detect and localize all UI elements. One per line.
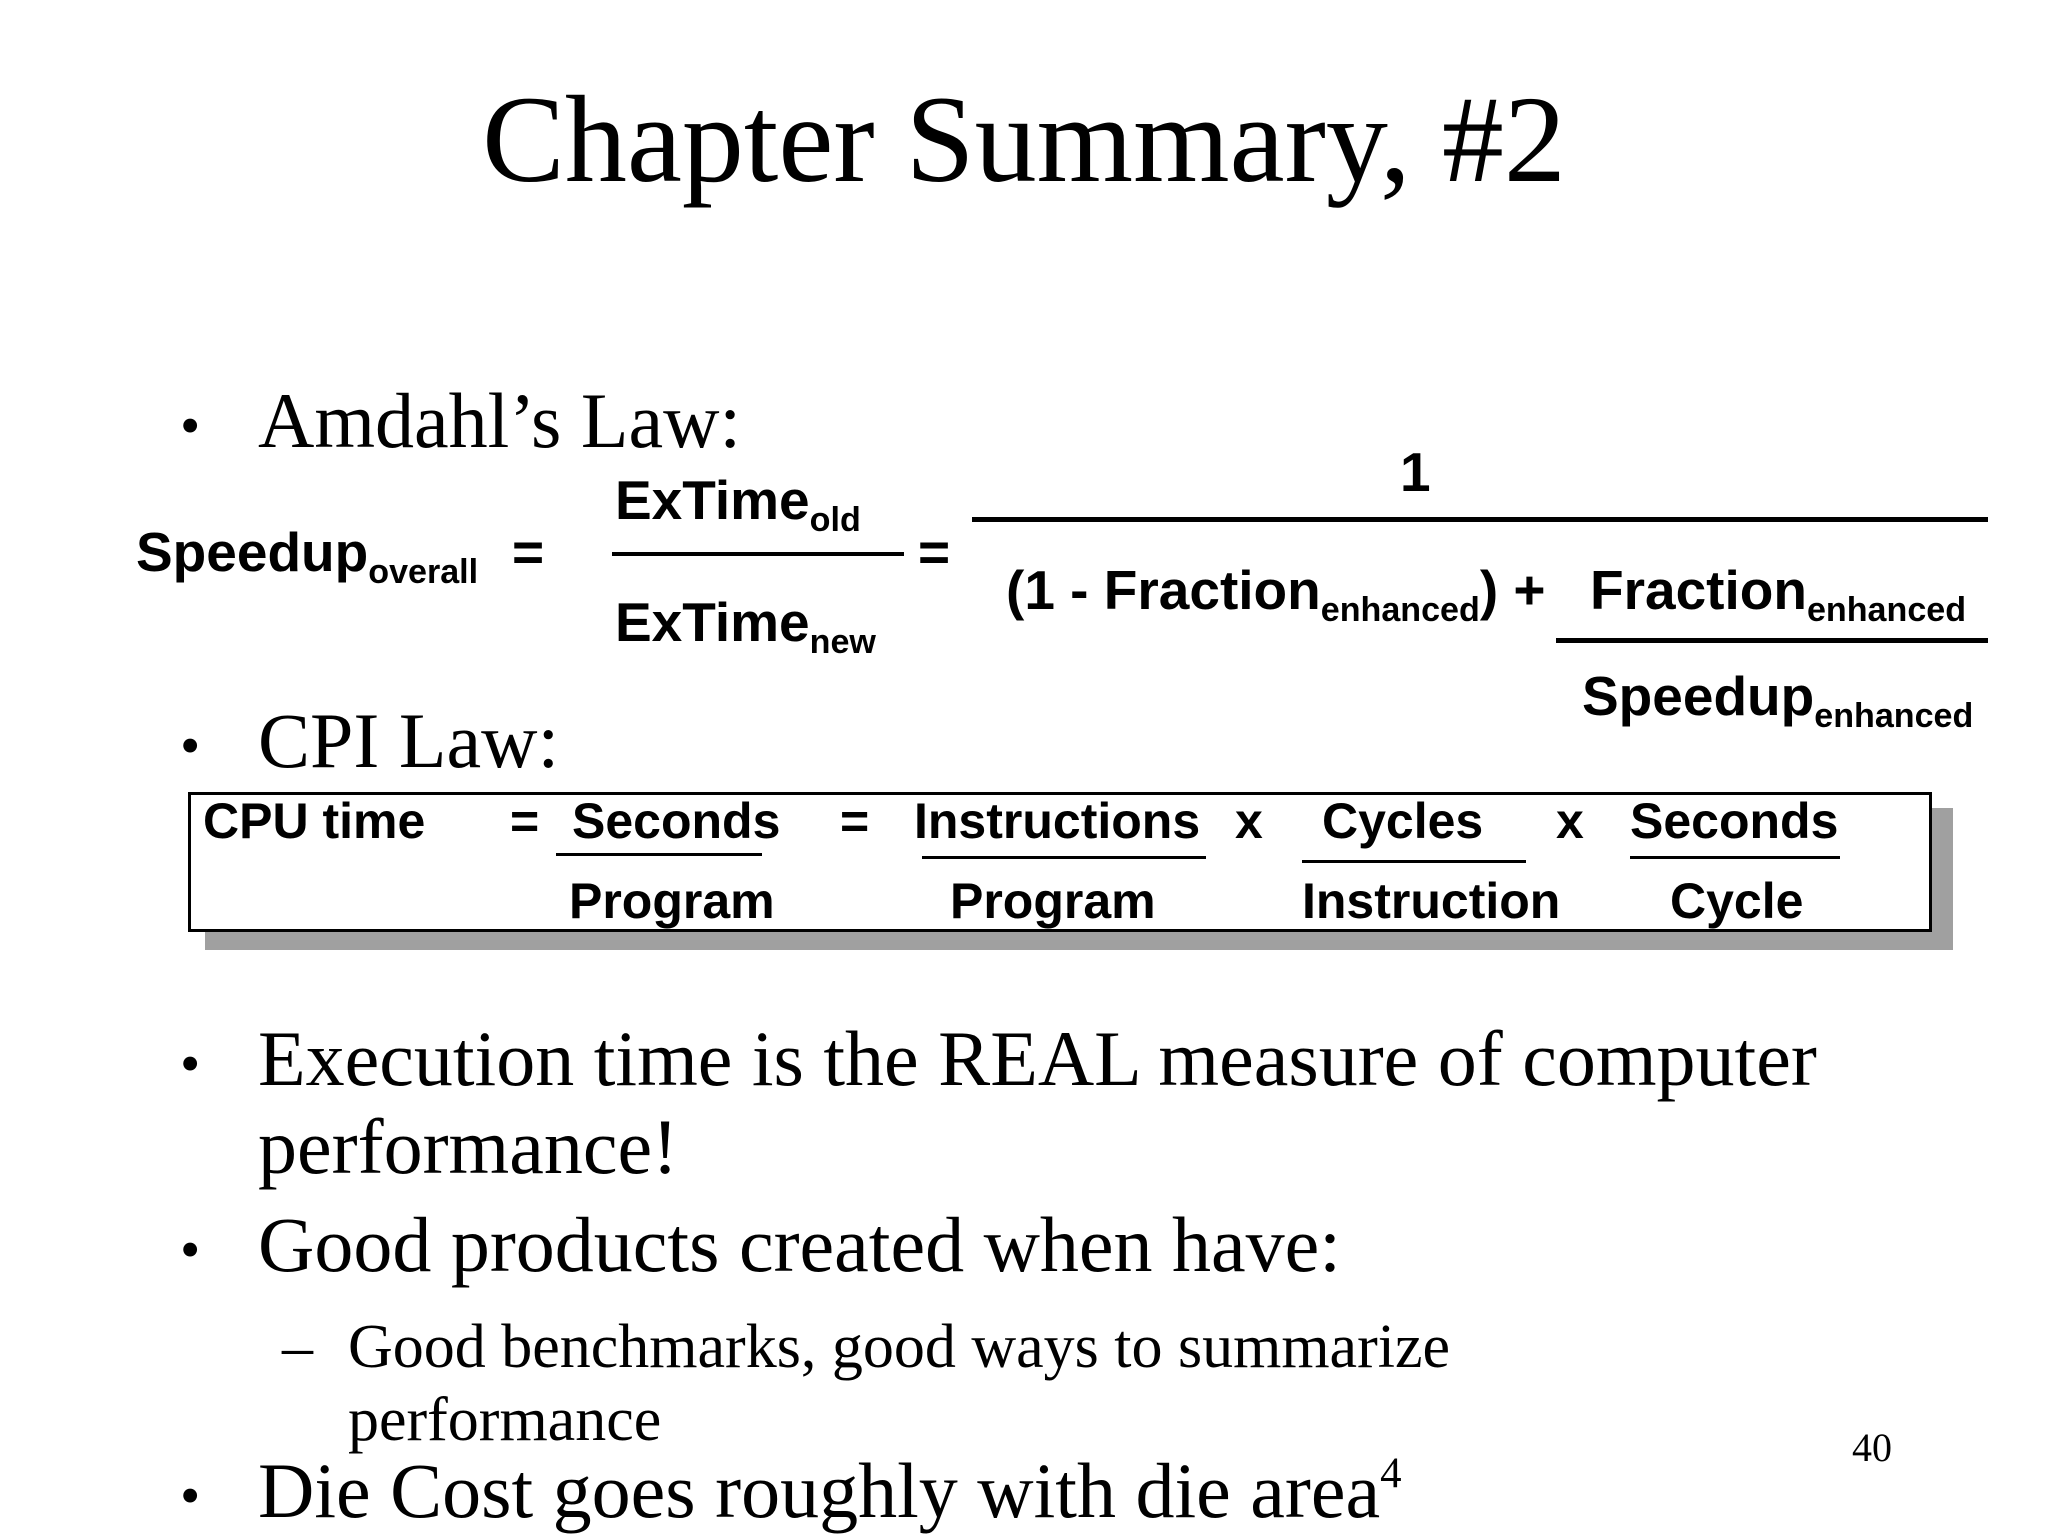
fraction-bar [612, 552, 904, 556]
fraction-bar [1302, 860, 1526, 863]
times-sign: x [1556, 793, 1584, 849]
denominator-serial-fraction: (1 - Fraction$_{enhanced}$) + [1006, 559, 1546, 629]
bullet-marker: • [180, 1031, 201, 1096]
cpu-time-label: CPU time [203, 793, 426, 849]
program-denominator: Program [569, 873, 775, 929]
amdahl-law-label: Amdahl’s Law: [258, 377, 742, 464]
benchmarks-text-line2: performance [348, 1386, 662, 1454]
equals-sign: = [918, 521, 951, 583]
equals-sign: = [512, 521, 545, 583]
seconds-numerator: Seconds [1630, 793, 1839, 849]
program-denominator: Program [950, 873, 1156, 929]
equals-sign: = [510, 793, 540, 849]
seconds-numerator: Seconds [572, 793, 781, 849]
die-cost-text: Die Cost goes roughly with die area$^4$ [258, 1447, 1402, 1534]
fraction-bar [922, 856, 1206, 859]
sub-bullet-marker: – [282, 1313, 313, 1381]
fraction-bar [1630, 856, 1840, 859]
bullet-marker: • [180, 393, 201, 458]
execution-time-text-line1: Execution time is the REAL measure of computer [258, 1015, 1817, 1102]
extime-old: ExTime$_{old}$ [615, 469, 861, 539]
times-sign: x [1235, 793, 1263, 849]
bullet-marker: • [180, 1217, 201, 1282]
cycles-numerator: Cycles [1322, 793, 1484, 849]
speedup-enhanced: Speedup$_{enhanced}$ [1582, 665, 1974, 735]
bullet-marker: • [180, 713, 201, 778]
slide-title: Chapter Summary, #2 [482, 71, 1566, 208]
instruction-denominator: Instruction [1302, 873, 1561, 929]
equals-sign: = [840, 793, 870, 849]
extime-new: ExTime$_{new}$ [615, 591, 876, 661]
benchmarks-text-line1: Good benchmarks, good ways to summarize [348, 1313, 1450, 1381]
good-products-text: Good products created when have: [258, 1201, 1341, 1288]
numerator-one: 1 [1400, 441, 1431, 503]
bullet-marker: • [180, 1463, 201, 1528]
page-number: 40 [1852, 1425, 1892, 1470]
execution-time-text-line2: performance! [258, 1103, 679, 1190]
fraction-bar [556, 853, 762, 856]
fraction-enhanced: Fraction$_{enhanced}$ [1590, 559, 1967, 629]
instructions-numerator: Instructions [914, 793, 1201, 849]
fraction-bar [1556, 638, 1988, 643]
cycle-denominator: Cycle [1670, 873, 1804, 929]
cpi-law-label: CPI Law: [258, 697, 560, 784]
speedup-overall: Speedup$_{overall}$ [136, 521, 479, 591]
fraction-bar [972, 517, 1988, 522]
